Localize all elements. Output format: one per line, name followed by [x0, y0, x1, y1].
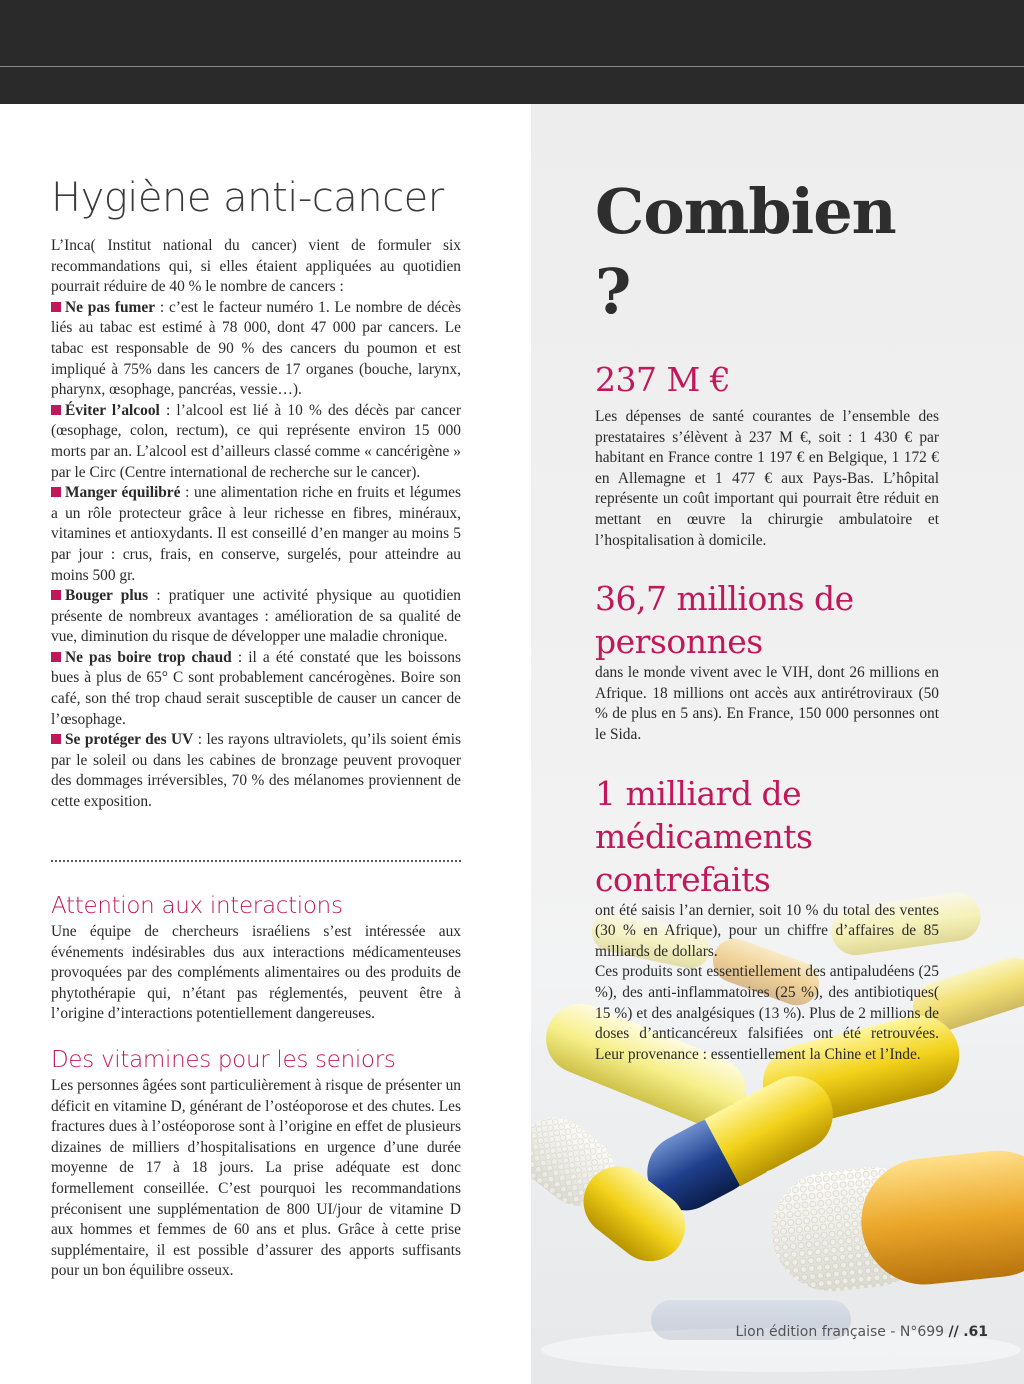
stat-heading: 36,7 millions de personnes — [595, 579, 854, 662]
recommendation-title: Éviter l’alcool — [65, 401, 160, 419]
vitamines-title: Des vitamines pour les seniors — [51, 1047, 396, 1073]
recommendation-item — [51, 648, 461, 730]
recommendation-item — [51, 483, 461, 586]
recommendation-title: Se protéger des UV — [65, 731, 194, 749]
recommendation-text: : une alimentation riche en fruits et légumes a un rôle protecteur grâce à leur richesse en fibres, minéraux, vitamines et antioxydants. Il est conseillé d’en manger au moins 5 par jour : crus, frais, en conserve, surgelés, pour atteindre au moins 500 gr. — [51, 484, 461, 584]
combien-title: Combien ? — [595, 175, 896, 328]
stat-text: Ces produits sont essentiellement des antipaludéens (25 %), des anti-inflammatoires (25 %), des antibiotiques( 15 %) et des analgésiques (13 %). Plus de 2 millions de doses d’anticancéreux falsifiées ont été retrouvées. Leur provenance : essentiellement la Chine et l’Inde. — [595, 963, 939, 1063]
stat-block — [595, 358, 939, 551]
stat-text: Les dépenses de santé courantes de l’ensemble des prestataires s’élèvent à 237 M €, soit : 1 430 € par habitant en France contre 1 197 € en Belgique, 1 172 € en Allemagne et 1 477 € aux Pays-Bas. L’hôpital représente un coût important qui pourrait être réduit en mettant en œuvre la chirurgie ambulatoire et l’hospitalisation à domicile. — [595, 408, 939, 549]
page-number: .61 — [963, 1324, 988, 1340]
interactions-section — [51, 892, 461, 1025]
stat-text: dans le monde vivent avec le VIH, dont 26 millions en Afrique. 18 millions ont accès aux antirétroviraux (50 % de plus en 5 ans). En France, 150 000 personnes ont le Sida. — [595, 664, 939, 743]
top-banner — [0, 0, 1024, 104]
recommendation-item — [51, 401, 461, 483]
recommendation-item — [51, 730, 461, 812]
interactions-title: Attention aux interactions — [51, 893, 343, 919]
banner-rule — [0, 66, 1024, 67]
square-bullet-icon — [51, 590, 61, 600]
vitamines-section — [51, 1046, 461, 1282]
right-column — [595, 172, 939, 1065]
recommendation-title: Ne pas fumer — [65, 298, 156, 316]
footer-separator: // — [948, 1324, 959, 1340]
square-bullet-icon — [51, 405, 61, 415]
square-bullet-icon — [51, 734, 61, 744]
publication-name: Lion édition française - N°699 — [735, 1324, 945, 1340]
left-column — [51, 172, 461, 813]
interactions-text: Une équipe de chercheurs israéliens s’est intéressée aux événements indésirables dus aux interactions médicamenteuses provoquées par des compléments alimentaires ou des produits de phytothérapie qui, n’étant pas réglementés, peuvent être à l’origine d’interactions potentiellement dangereuses. — [51, 923, 461, 1023]
stat-heading: 1 milliard de médicaments contrefaits — [595, 773, 813, 899]
dotted-divider — [51, 860, 461, 862]
stat-heading: 237 M € — [595, 360, 731, 399]
stat-block — [595, 577, 939, 745]
recommendation-text: : il a été constaté que les boissons bues à plus de 65° C sont probablement cancérogènes. Boire son café, son thé trop chaud serait susceptible de causer un cancer de l’œsophage. — [51, 648, 461, 728]
article-title: Hygiène anti-cancer — [51, 175, 444, 221]
recommendation-text: : les rayons ultraviolets, qu’ils soient émis par le soleil ou dans les cabines de bronzage peuvent provoquer des dommages irréversibles, 70 % des mélanomes proviennent de cette exposition. — [51, 731, 461, 811]
intro-paragraph: L’Inca( Institut national du cancer) vient de formuler six recommandations qui, si elles étaient appliquées au quotidien pourrait réduire de 40 % le nombre de cancers : — [51, 237, 461, 296]
recommendations-list — [51, 298, 461, 813]
recommendation-title: Bouger plus — [65, 587, 149, 605]
stat-block — [595, 772, 939, 1066]
square-bullet-icon — [51, 302, 61, 312]
recommendation-text: : c’est le facteur numéro 1. Le nombre de décès liés au tabac est estimé à 78 000, dont 47 000 par cancers. Le tabac est responsable de 90 % des cancers du poumon et est impliqué à 75% dans les cancers de 17 organes (bouche, larynx, pharynx, œsophage, pancréas, vessie…). — [51, 298, 461, 399]
square-bullet-icon — [51, 487, 61, 497]
stat-text: ont été saisis l’an dernier, soit 10 % du total des ventes (30 % en Afrique), pour un chiffre d’affaires de 85 milliards de dollars. — [595, 901, 939, 960]
square-bullet-icon — [51, 652, 61, 662]
page-footer — [735, 1324, 988, 1340]
recommendation-text: : pratiquer une activité physique au quotidien présente de nombreux avantages : amélioration de sa qualité de vue, diminution du risque de développer une maladie chronique. — [51, 587, 461, 646]
recommendation-item — [51, 586, 461, 648]
recommendation-item — [51, 298, 461, 401]
recommendation-title: Ne pas boire trop chaud — [65, 648, 232, 666]
recommendation-text: : l’alcool est lié à 10 % des décès par cancer (œsophage, colon, rectum), ce qui représente environ 15 000 morts par an. L’alcool est d’ailleurs classé comme « cancérigène » par le Circ (Centre international de recherche sur le cancer). — [51, 401, 461, 481]
recommendation-title: Manger équilibré — [65, 484, 181, 502]
vitamines-text: Les personnes âgées sont particulièrement à risque de présenter un déficit en vitamine D, générant de l’ostéoporose et des chutes. Les fractures dues à l’ostéoporose sont à l’origine en effet de plusieurs dizaines de milliers d’hospitalisations en urgence d’une durée moyenne de 17 à 18 jours. La prise adéquate est donc formellement conseillée. C’est pourquoi les recommandations préconisent une supplémentation de 800 UI/jour de vitamine D aux hommes et femmes de 60 ans et plus. Grâce à cette prise supplémentaire, il est possible d’assurer des apports suffisants pour un bon équilibre osseux. — [51, 1077, 461, 1280]
